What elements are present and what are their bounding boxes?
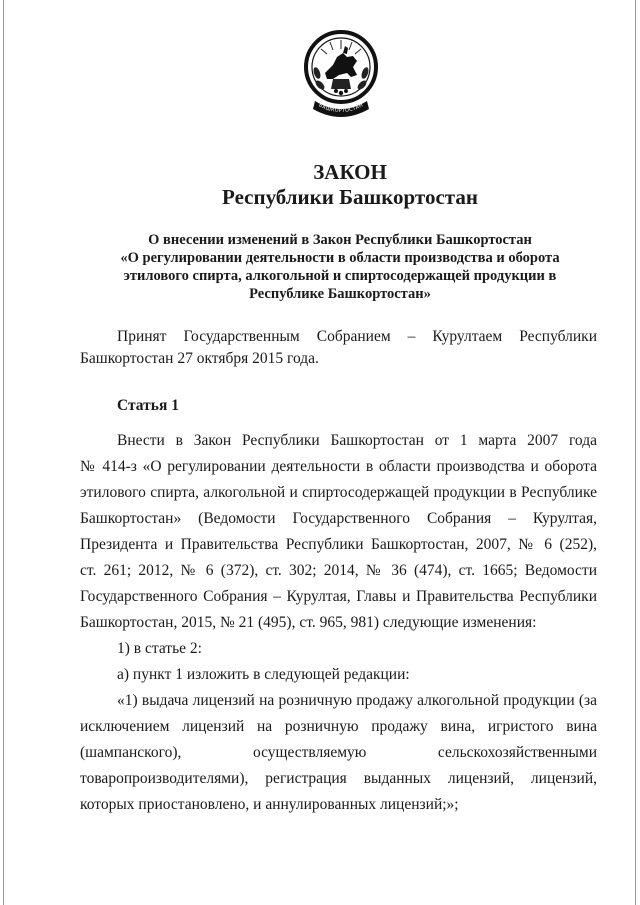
scan-edge-left xyxy=(3,0,4,905)
body-line: Башкортостан» (Ведомости Государственного Собрания – Курултая, xyxy=(80,510,597,527)
scan-edge-right xyxy=(635,0,636,905)
article-body xyxy=(80,428,597,818)
body-line: исключением лицензий на розничную продажу вина, игристого вина xyxy=(80,718,597,735)
coat-of-arms-icon xyxy=(303,27,379,117)
law-title: ЗАКОН xyxy=(313,160,387,184)
body-line: (шампанского), осуществляемую сельскохозяйственными xyxy=(80,744,597,761)
body-line: Башкортостан, 2015, № 21 (495), ст. 965, 981) следующие изменения: xyxy=(80,614,537,631)
body-line: Государственного Собрания – Курултая, Главы и Правительства Республики xyxy=(80,588,597,605)
body-line: Президента и Правительства Республики Башкортостан, 2007, № 6 (252), xyxy=(80,536,597,553)
body-line: ст. 261; 2012, № 6 (372), ст. 302; 2014, № 36 (474), ст. 1665; Ведомости xyxy=(80,562,597,579)
law-republic-title: Республики Башкортостан xyxy=(222,185,478,209)
body-line: № 414-з «О регулировании деятельности в области производства и оборота xyxy=(80,458,597,475)
body-line: 1) в статье 2: xyxy=(117,640,202,657)
adoption-line: Принят Государственным Собранием – Курултаем Республики xyxy=(117,328,597,345)
body-line: которых приостановлено, и аннулированных лицензий;»; xyxy=(80,796,459,813)
body-line: этилового спирта, алкогольной и спиртосодержащей продукции в Республике xyxy=(80,484,597,501)
emblem-banner-text: БАШКОРТОСТАН xyxy=(317,102,365,115)
article-heading: Статья 1 xyxy=(117,397,179,414)
subject-line: этилового спирта, алкогольной и спиртосодержащей продукции в xyxy=(123,268,557,284)
subject-line: О внесении изменений в Закон Республики Башкортостан xyxy=(148,232,532,248)
body-line: Внести в Закон Республики Башкортостан от 1 марта 2007 года xyxy=(117,432,597,449)
body-line: а) пункт 1 изложить в следующей редакции: xyxy=(117,666,410,683)
body-line: товаропроизводителями), регистрация выданных лицензий, лицензий, xyxy=(80,770,597,787)
adoption-line: Башкортостан 27 октября 2015 года. xyxy=(80,350,319,367)
subject-line: Республике Башкортостан» xyxy=(249,286,431,302)
law-subject xyxy=(80,231,600,303)
adoption-note xyxy=(80,326,597,370)
subject-line: «О регулировании деятельности в области производства и оборота xyxy=(120,250,560,266)
body-line: «1) выдача лицензий на розничную продажу алкогольной продукции (за xyxy=(117,692,597,709)
